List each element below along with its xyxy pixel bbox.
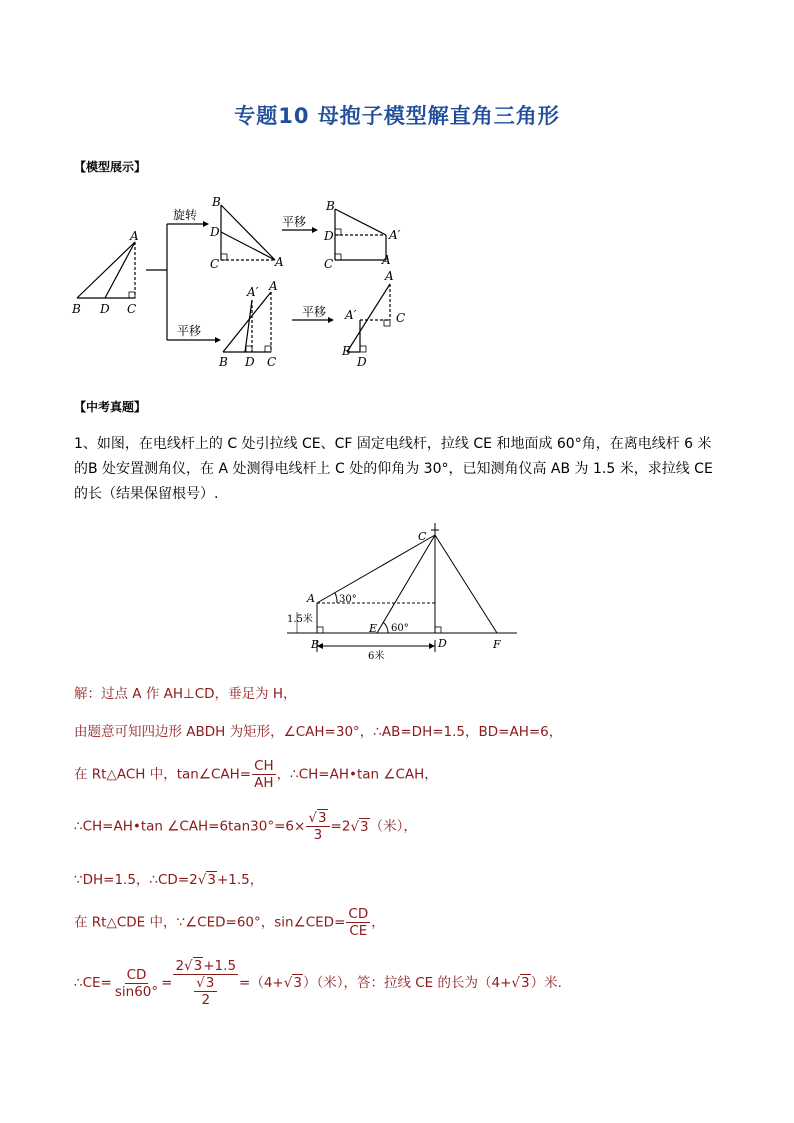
label-a2: A xyxy=(275,255,284,269)
line-ce xyxy=(377,535,435,633)
frac-cd-ce xyxy=(346,906,370,939)
frac-num: CD xyxy=(126,966,147,983)
section-exam-questions: 【中考真题】 xyxy=(74,400,147,414)
line5-post: +1.5， xyxy=(216,872,264,888)
frac-cd-sin60 xyxy=(113,967,160,1000)
label-c5: C xyxy=(396,311,406,325)
solution-line-2: 由题意可知四边形 ABDH 为矩形，∠CAH=30°，∴AB=DH=1.5，BD=AH=6， xyxy=(74,724,563,740)
solution-line-4: ∴CH=AH•tan ∠CAH=6tan30°=6× $\frac{√3}{3}$ =2√3（米）， xyxy=(74,810,417,843)
label-a4: A xyxy=(269,279,278,293)
line-ac xyxy=(317,535,435,603)
label-c4: C xyxy=(267,355,277,369)
num-pre: 2 xyxy=(175,958,185,974)
num-post: +1.5 xyxy=(203,958,237,974)
sqrt-radicand: 3 xyxy=(207,872,216,888)
label-d: D xyxy=(100,302,110,316)
solution-line-1: 解：过点 A 作 AH⊥CD，垂足为 H， xyxy=(74,686,297,702)
label-rotate: 旋转 xyxy=(173,208,198,222)
line4-eq: =2 xyxy=(330,818,351,835)
orig-ad xyxy=(105,242,135,298)
label-b2: B xyxy=(212,195,221,209)
frac-den: sin60° xyxy=(114,983,159,1000)
page-title: 专题10 母抱子模型解直角三角形 xyxy=(234,104,560,128)
solution-line-5: ∵DH=1.5，∴CD=2√3+1.5， xyxy=(74,872,264,888)
line7-pre: ∴CE= xyxy=(74,975,112,991)
fig-label-d: D xyxy=(438,637,447,650)
label-a3: A xyxy=(382,253,391,267)
label-b5: B xyxy=(342,344,351,358)
fig-height-label: 1.5米 xyxy=(287,614,313,625)
line5-pre: ∵DH=1.5，∴CD=2 xyxy=(74,872,198,888)
frac-num: CH xyxy=(254,758,274,774)
label-a: A xyxy=(130,229,139,243)
line6-post: ， xyxy=(371,914,385,931)
line3-post: ，∴CH=AH•tan ∠CAH， xyxy=(276,766,438,783)
frac-num: CD xyxy=(348,906,369,922)
line3-pre: 在 Rt△ACH 中，tan∠CAH= xyxy=(74,766,252,783)
frac-sqrt3-3: $\frac{√3}{3}$ xyxy=(306,810,329,843)
rot-ba xyxy=(221,205,275,260)
line7-res1-post: ）（米），答：拉线 CE 的长为（4+ xyxy=(302,975,512,991)
line4-pre: ∴CH=AH•tan ∠CAH=6tan30°=6× xyxy=(74,818,306,835)
label-translate-2: 平移 xyxy=(177,324,202,338)
sqrt-radicand: 3 xyxy=(293,975,302,991)
line7-eq: = xyxy=(161,975,173,991)
label-aprime5: A′ xyxy=(345,308,357,322)
line7-res2-post: ）米. xyxy=(530,975,562,991)
label-b3: B xyxy=(326,199,335,213)
label-d4: D xyxy=(245,355,255,369)
model-figure xyxy=(60,192,480,377)
sqrt-radicand: 3 xyxy=(521,975,530,991)
orig-ab xyxy=(77,242,135,298)
solution-line-6 xyxy=(74,906,385,939)
label-translate-1: 平移 xyxy=(282,215,307,229)
sqrt-radicand: 3 xyxy=(360,818,369,835)
fig-label-f: F xyxy=(493,638,501,651)
sqrt-radicand: 3 xyxy=(317,810,327,826)
fig-label-c: C xyxy=(418,530,427,543)
rot-da xyxy=(221,232,275,260)
problem-1-text: 1、如图，在电线杆上的 C 处引拉线 CE、CF 固定电线杆，拉线 CE 和地面成 60°角，在离电线杆 6 米的B 处安置测角仪，在 A 处测得电线杆上 C 处的仰角为 30°，已知测角仪高 AB 为 1.5 米，求拉线 CE 的长（结果保留根号）. xyxy=(74,436,713,502)
fig-label-a: A xyxy=(307,592,315,605)
label-c3: C xyxy=(324,257,334,271)
label-translate-3: 平移 xyxy=(302,305,327,319)
label-d5: D xyxy=(357,355,367,369)
label-c2: C xyxy=(210,257,220,271)
label-aprime4: A′ xyxy=(247,285,259,299)
frac-complex: 2√3+1.5 √3 2 xyxy=(175,958,237,1008)
label-aprime3: A′ xyxy=(389,228,401,242)
label-a5: A xyxy=(385,269,394,283)
sqrt-radicand: 3 xyxy=(193,958,203,974)
frac-den: 3 xyxy=(313,827,323,843)
line6-pre: 在 Rt△CDE 中，∵∠CED=60°，sin∠CED= xyxy=(74,914,346,931)
label-d2: D xyxy=(210,225,220,239)
sqrt-radicand: 3 xyxy=(205,975,215,991)
solution-line-3 xyxy=(74,758,438,791)
label-b4: B xyxy=(219,355,228,369)
frac-ch-ah xyxy=(252,758,276,791)
problem-figure xyxy=(285,520,520,665)
label-c: C xyxy=(127,302,137,316)
fig-distance-label: 6米 xyxy=(368,651,385,662)
den-den: 2 xyxy=(201,992,211,1008)
fig-label-b: B xyxy=(311,638,320,651)
section-model-display: 【模型展示】 xyxy=(74,160,147,174)
fig-angle-60: 60° xyxy=(391,623,409,634)
orig-right-angle xyxy=(129,292,135,298)
frac-den: AH xyxy=(254,775,274,791)
line4-unit: （米）， xyxy=(369,818,417,835)
label-d3: D xyxy=(324,229,334,243)
line-cf xyxy=(435,535,497,633)
fig-label-e: E xyxy=(369,622,378,635)
frac-den: CE xyxy=(349,923,368,939)
solution-line-7: ∴CE= $\frac{CD}{\sin 60^\circ}$ = 2√3+1.5 √3 2 =（4+√3）（米），答：拉线 CE 的长为（4+√3）米. xyxy=(74,958,562,1008)
line7-res1-pre: =（4+ xyxy=(239,975,284,991)
fig-angle-30: 30° xyxy=(339,594,357,605)
label-b: B xyxy=(72,302,81,316)
